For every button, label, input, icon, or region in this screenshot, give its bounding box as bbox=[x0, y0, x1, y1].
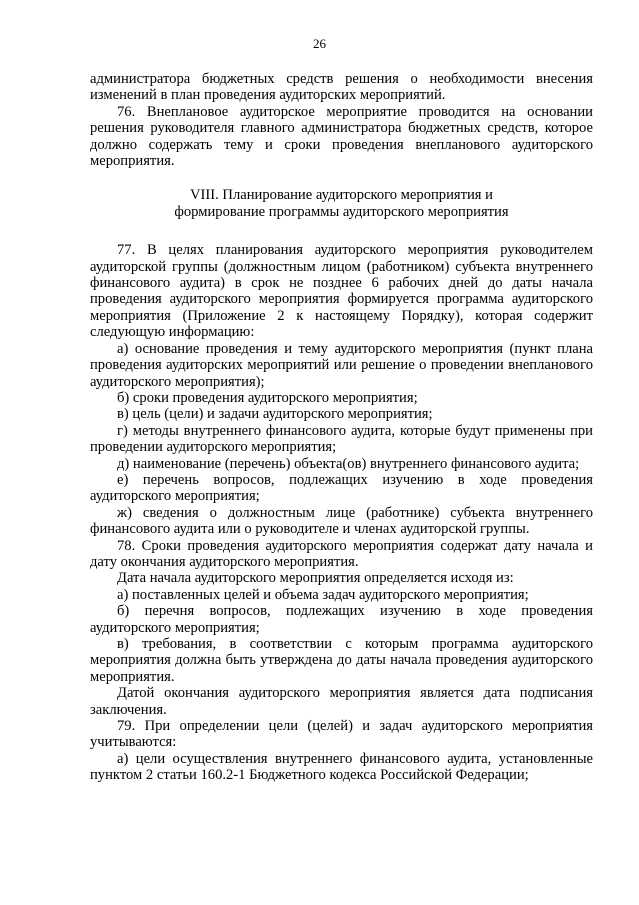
paragraph-78-a: а) поставленных целей и объема задач аудиторского мероприятия; bbox=[117, 586, 529, 603]
section-heading-line-1: VIII. Планирование аудиторского мероприятия и bbox=[190, 187, 493, 204]
paragraph-76: 76. Внеплановое аудиторское мероприятие проводится на основании решения руководителя главного администратора бюджетных средств, которое должно содержать тему и сроки проведения внепланового аудиторского мероприятия. bbox=[90, 103, 593, 170]
paragraph-78-end-date: Датой окончания аудиторского мероприятия является дата подписания заключения. bbox=[90, 685, 593, 718]
paragraph-79-a: а) цели осуществления внутреннего финансового аудита, установленные пунктом 2 статьи 160.2-1 Бюджетного кодекса Российской Федерации; bbox=[90, 750, 593, 784]
paragraph-77-zh: ж) сведения о должностным лице (работнике) субъекта внутреннего финансового аудита или о руководителе и членах аудиторской группы. bbox=[90, 504, 593, 538]
paragraph-78-b: б) перечня вопросов, подлежащих изучению в ходе проведения аудиторского мероприятия; bbox=[90, 603, 593, 636]
paragraph-78-v: в) требования, в соответствии с которым программа аудиторского мероприятия должна быть утверждена до даты начала проведения аудиторского мероприятия. bbox=[90, 636, 593, 685]
paragraph-77-d: д) наименование (перечень) объекта(ов) внутреннего финансового аудита; bbox=[117, 455, 580, 472]
page-number: 26 bbox=[313, 36, 326, 51]
paragraph-77: 77. В целях планирования аудиторского мероприятия руководителем аудиторской группы (должностным лицом (работником) субъекта внутреннего финансового аудита) в срок не позднее 6 рабочих дней до даты начала проведения аудиторского мероприятия формируется программа аудиторского мероприятия (Приложение 2 к настоящему Порядку), которая содержит следующую информацию: bbox=[90, 242, 593, 341]
paragraph-77-e: е) перечень вопросов, подлежащих изучению в ходе проведения аудиторского мероприятия; bbox=[90, 471, 593, 505]
paragraph-77-g: г) методы внутреннего финансового аудита, которые будут применены при проведении аудиторского мероприятия; bbox=[90, 422, 593, 456]
paragraph-78: 78. Сроки проведения аудиторского мероприятия содержат дату начала и дату окончания аудиторского мероприятия. bbox=[90, 537, 593, 570]
paragraph-continuation: администратора бюджетных средств решения о необходимости внесения изменений в план проведения аудиторских мероприятий. bbox=[90, 71, 593, 104]
paragraph-79: 79. При определении цели (целей) и задач аудиторского мероприятия учитываются: bbox=[90, 718, 593, 751]
paragraph-77-b: б) сроки проведения аудиторского мероприятия; bbox=[117, 389, 418, 406]
paragraph-77-v: в) цель (цели) и задачи аудиторского мероприятия; bbox=[117, 406, 433, 423]
paragraph-77-a: а) основание проведения и тему аудиторского мероприятия (пункт плана проведения аудиторских мероприятий или решение о проведении внепланового аудиторского мероприятия); bbox=[90, 340, 593, 390]
section-heading bbox=[90, 187, 593, 220]
paragraph-78-start-date: Дата начала аудиторского мероприятия определяется исходя из: bbox=[117, 570, 514, 587]
section-heading-line-2: формирование программы аудиторского мероприятия bbox=[174, 203, 509, 220]
document-body bbox=[90, 71, 593, 784]
